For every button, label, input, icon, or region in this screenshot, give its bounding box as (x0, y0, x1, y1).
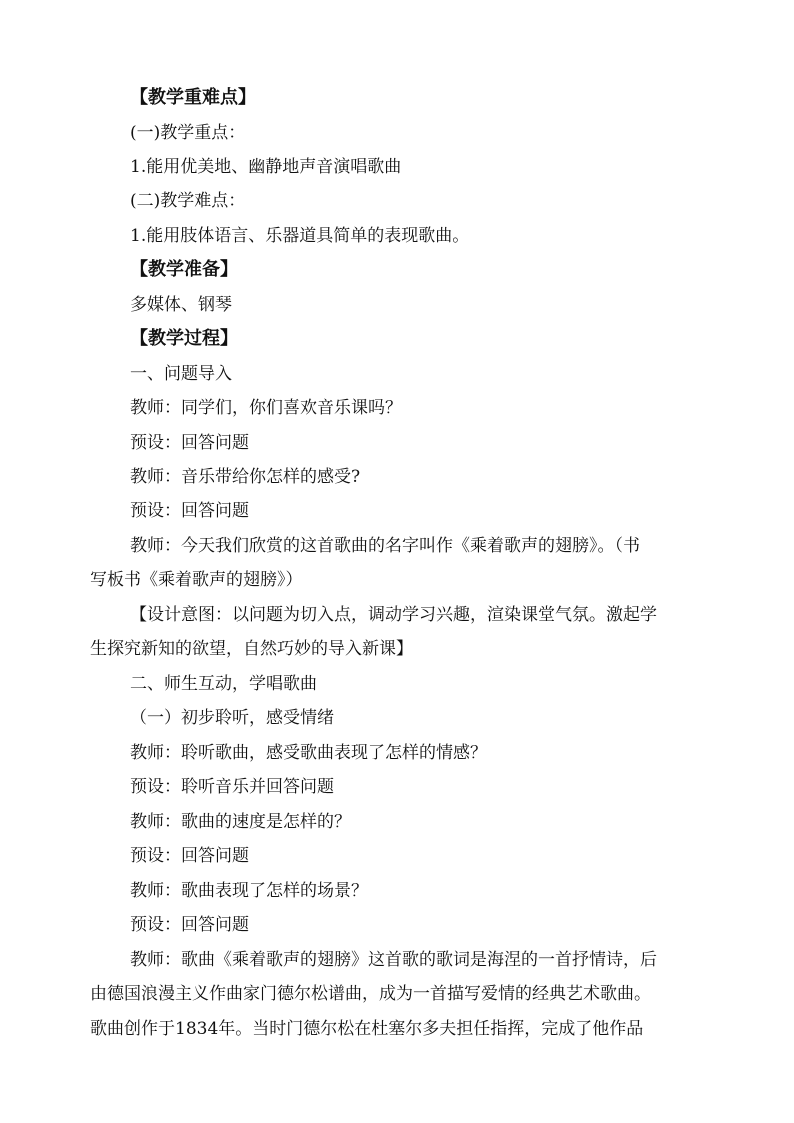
paragraph: 预设：回答问题 (130, 433, 249, 453)
step-heading-intro: 一、问题导入 (130, 364, 232, 384)
preparation-text: 多媒体、钢琴 (130, 295, 232, 315)
paragraph-continuation: 歌曲创作于1834年。当时门德尔松在杜塞尔多夫担任指挥，完成了他作品 (90, 1019, 644, 1039)
step-heading-interaction: 二、师生互动，学唱歌曲 (130, 674, 317, 694)
paragraph: 教师：聆听歌曲，感受歌曲表现了怎样的情感？ (130, 743, 487, 763)
section-heading-process: 【教学过程】 (130, 328, 238, 349)
section-heading-key-points: 【教学重难点】 (130, 87, 256, 108)
paragraph: 预设：回答问题 (130, 846, 249, 866)
paragraph: 教师：歌曲《乘着歌声的翅膀》这首歌的歌词是海涅的一首抒情诗，后 (130, 950, 657, 970)
paragraph: 教师：歌曲的速度是怎样的？ (130, 812, 351, 832)
paragraph: 教师：同学们，你们喜欢音乐课吗？ (130, 398, 402, 418)
focus-item-1: 1.能用优美地、幽静地声音演唱歌曲 (130, 157, 402, 177)
paragraph-continuation: 写板书《乘着歌声的翅膀》） (90, 570, 303, 590)
paragraph: 预设：聆听音乐并回答问题 (130, 777, 334, 797)
subheading-focus: (一)教学重点： (130, 123, 246, 143)
section-heading-preparation: 【教学准备】 (130, 259, 238, 280)
substep-heading-listen: （一）初步聆听，感受情绪 (130, 708, 334, 728)
subheading-difficulty: (二)教学难点： (130, 191, 246, 211)
paragraph: 预设：回答问题 (130, 501, 249, 521)
paragraph: 教师：音乐带给你怎样的感受? (130, 467, 361, 487)
difficulty-item-1: 1.能用肢体语言、乐器道具简单的表现歌曲。 (130, 226, 470, 246)
paragraph: 预设：回答问题 (130, 915, 249, 935)
design-intent-note: 【设计意图：以问题为切入点，调动学习兴趣，渲染课堂气氛。激起学 (130, 605, 657, 625)
design-intent-note-continuation: 生探究新知的欲望，自然巧妙的导入新课】 (90, 639, 413, 659)
paragraph: 教师：今天我们欣赏的这首歌曲的名字叫作《乘着歌声的翅膀》。（书 (130, 536, 640, 556)
paragraph: 教师：歌曲表现了怎样的场景？ (130, 881, 368, 901)
paragraph-continuation: 由德国浪漫主义作曲家门德尔松谱曲，成为一首描写爱情的经典艺术歌曲。 (90, 984, 651, 1004)
